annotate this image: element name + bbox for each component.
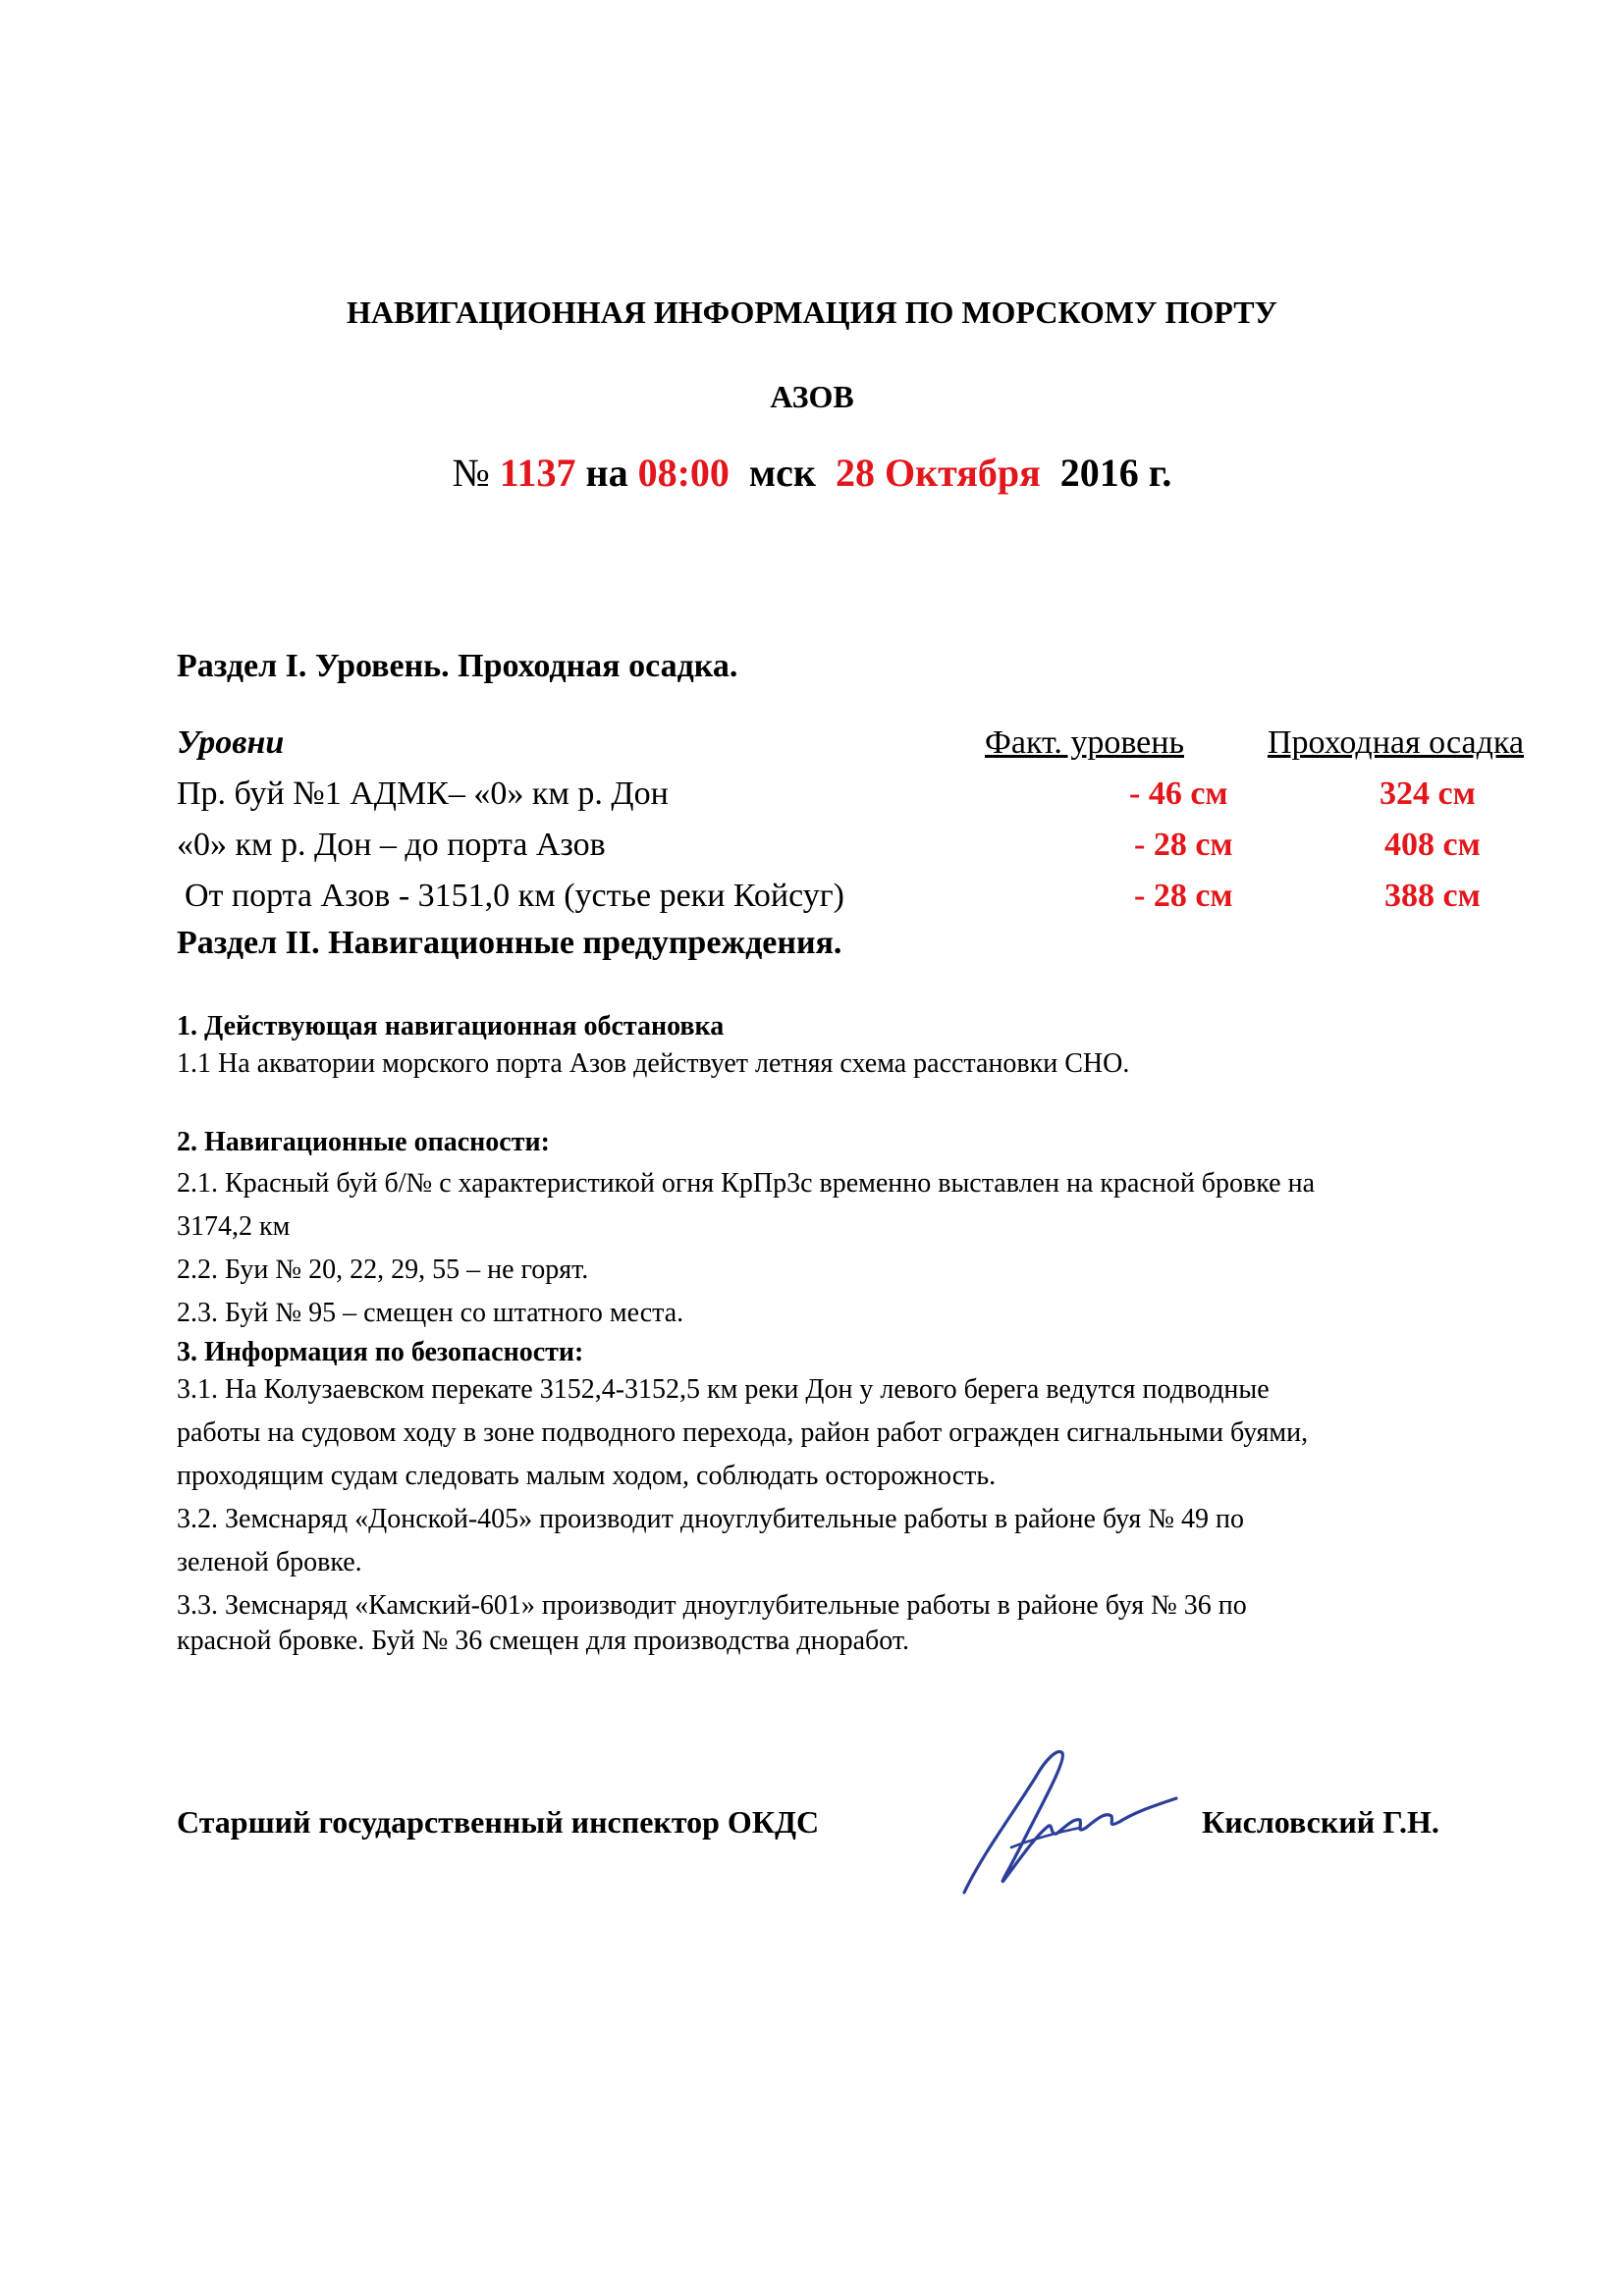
timezone: мск xyxy=(748,451,816,495)
level-row-fact: - 28 см xyxy=(1134,827,1233,863)
handwritten-signature xyxy=(943,1737,1198,1914)
level-row-draft: 388 см xyxy=(1384,878,1481,914)
col-passing-draft: Проходная осадка xyxy=(1268,724,1524,761)
level-row-draft: 408 см xyxy=(1384,827,1481,863)
sub3-item-cont: проходящим судам следовать малым ходом, соблюдать осторожность. xyxy=(177,1461,997,1491)
sub3-item-cont: зеленой бровке. xyxy=(177,1547,362,1577)
section2-heading: Раздел II. Навигационные предупреждения. xyxy=(177,925,842,961)
level-row-draft: 324 см xyxy=(1380,775,1476,812)
port-name: АЗОВ xyxy=(770,379,854,414)
level-row-name: Пр. буй №1 АДМК– «0» км р. Дон xyxy=(177,775,669,812)
sub3-item-cont: красной бровке. Буй № 36 смещен для производства дноработ. xyxy=(177,1626,910,1656)
sub2-item: 2.1. Красный буй б/№ с характеристикой огня КрПр3с временно выставлен на красной бровке на xyxy=(177,1168,1316,1199)
sub2-item-cont: 3174,2 км xyxy=(177,1211,291,1242)
bulletin-date: 28 Октября xyxy=(835,451,1041,495)
bulletin-time: 08:00 xyxy=(637,451,730,495)
signatory-position: Старший государственный инспектор ОКДС xyxy=(177,1804,820,1840)
level-row-name: «0» км р. Дон – до порта Азов xyxy=(177,827,606,863)
levels-label: Уровни xyxy=(177,724,285,761)
sub2-heading: 2. Навигационные опасности: xyxy=(177,1127,550,1157)
sub1-heading: 1. Действующая навигационная обстановка xyxy=(177,1011,725,1041)
document-title: НАВИГАЦИОННАЯ ИНФОРМАЦИЯ ПО МОРСКОМУ ПОРТУ xyxy=(346,294,1278,330)
number-sign: № xyxy=(452,451,490,495)
bulletin-number: 1137 xyxy=(499,451,576,495)
col-fact-level: Факт. уровень xyxy=(985,724,1184,761)
sub2-item: 2.3. Буй № 95 – смещен со штатного места. xyxy=(177,1298,684,1328)
signatory-name: Кисловский Г.Н. xyxy=(1202,1804,1439,1840)
bulletin-year: 2016 г. xyxy=(1059,451,1172,495)
bulletin-number-line xyxy=(0,450,1624,496)
sub2-item: 2.2. Буи № 20, 22, 29, 55 – не горят. xyxy=(177,1255,589,1285)
sub1-item: 1.1 На акватории морского порта Азов действует летняя схема расстановки СНО. xyxy=(177,1048,1130,1079)
at-word: на xyxy=(585,451,628,495)
section1-heading: Раздел I. Уровень. Проходная осадка. xyxy=(177,648,738,684)
level-row-fact: - 28 см xyxy=(1134,878,1233,914)
level-row-name: От порта Азов - 3151,0 км (устье реки Койсуг) xyxy=(185,878,844,914)
level-row-fact: - 46 см xyxy=(1129,775,1228,812)
sub3-item-cont: работы на судовом ходу в зоне подводного перехода, район работ огражден сигнальными буями, xyxy=(177,1417,1309,1448)
sub3-item: 3.2. Земснаряд «Донской-405» производит дноуглубительные работы в районе буя № 49 по xyxy=(177,1504,1245,1534)
sub3-item: 3.3. Земснаряд «Камский-601» производит дноуглубительные работы в районе буя № 36 по xyxy=(177,1590,1247,1621)
sub3-heading: 3. Информация по безопасности: xyxy=(177,1337,584,1367)
sub3-item: 3.1. На Колузаевском перекате 3152,4-3152,5 км реки Дон у левого берега ведутся подводные xyxy=(177,1374,1270,1405)
